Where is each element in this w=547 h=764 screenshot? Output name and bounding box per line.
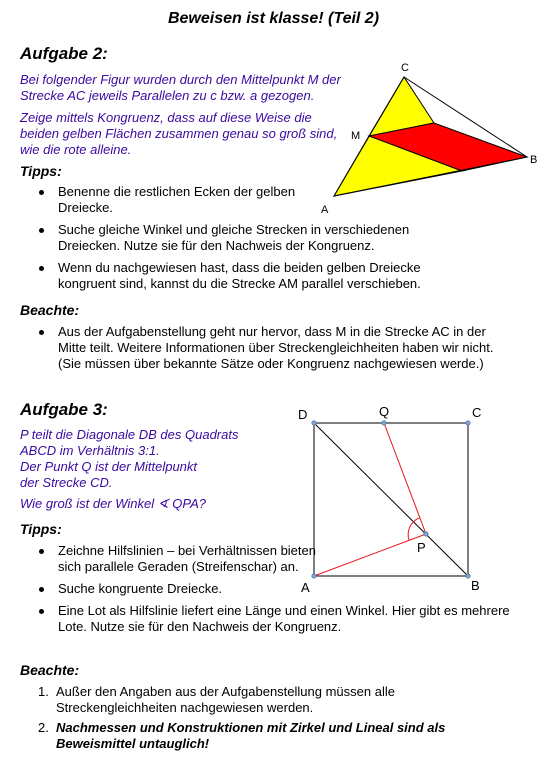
label-m: M <box>351 130 361 142</box>
task3-intro-line-2: ABCD im Verhältnis 3:1. <box>20 443 160 458</box>
task2-triangle-figure <box>315 55 547 215</box>
point-q <box>382 421 386 425</box>
label-p: P <box>417 540 426 555</box>
task3-note-heading: Beachte: <box>20 662 80 678</box>
point-p <box>424 532 428 536</box>
label-b: B <box>530 154 538 166</box>
task2-tip-1: Benenne die restlichen Ecken der gelben Dreiecke. <box>20 184 314 216</box>
task3-note-2 <box>20 720 500 752</box>
task3-intro-line-3: Der Punkt Q ist der Mittelpunkt <box>20 459 198 474</box>
point-a <box>312 574 316 578</box>
task2-intro-block <box>20 72 365 158</box>
task3-note-1 <box>20 684 500 716</box>
point-c <box>466 421 470 425</box>
label-c: C <box>401 62 409 74</box>
label-b3: B <box>471 578 480 593</box>
label-a: A <box>321 204 329 215</box>
label-a3: A <box>301 580 310 595</box>
task3-heading: Aufgabe 3: <box>20 400 108 419</box>
task3-tips-heading: Tipps: <box>20 521 62 537</box>
task2-question: Zeige mittels Kongruenz, dass auf diese Weise die beiden gelben Flächen zusammen genau so groß sind, wie die rote alleine. <box>20 110 338 157</box>
task3-tip-3: Eine Lot als Hilfslinie liefert eine Länge und einen Winkel. Hier gibt es mehrere Lote. Nutze sie für den Nachweis der Kongruenz. <box>20 603 510 635</box>
task3-square-figure <box>295 400 505 595</box>
task2-heading: Aufgabe 2: <box>20 44 108 63</box>
task2-note: Aus der Aufgabenstellung geht nur hervor, dass M in die Strecke AC in der Mitte teilt. Weitere Informationen über Streckengleichheiten haben wir nicht. (Sie müssen über bekannte Sätze oder Kongruenz nachgewiesen werde.) <box>20 324 500 372</box>
label-c3: C <box>472 405 482 420</box>
task3-tip-2: Suche kongruente Dreiecke. <box>20 581 500 597</box>
page-title: Beweisen ist klasse! (Teil 2) <box>167 10 380 27</box>
task3-tip-1: Zeichne Hilfslinien – bei Verhältnissen bieten sich parallele Geraden (Streifenschar) an. <box>20 543 316 575</box>
point-d <box>312 421 316 425</box>
task3-intro-line-1: P teilt die Diagonale DB des Quadrats <box>20 427 239 442</box>
task2-tip-3: Wenn du nachgewiesen hast, dass die beiden gelben Dreiecke kongruent sind, kannst du die Strecke AM parallel verschieben. <box>20 260 470 292</box>
task2-tips-heading: Tipps: <box>20 163 62 179</box>
task3-note-1-text: Außer den Angaben aus der Aufgabenstellung müssen alle Streckengleichheiten nachgewiesen werden. <box>56 684 395 715</box>
task3-note-2-text: Nachmessen und Konstruktionen mit Zirkel und Lineal sind als Beweismittel untauglich! <box>56 720 446 751</box>
task2-tip-2: Suche gleiche Winkel und gleiche Strecken in verschiedenen Dreiecken. Nutze sie für den Nachweis der Kongruenz. <box>20 222 468 254</box>
task3-question: Wie groß ist der Winkel ∢ QPA? <box>20 496 206 511</box>
task3-note-1-number: 1. <box>38 684 49 699</box>
task2-note-list <box>20 324 500 378</box>
task3-notes-list <box>20 684 500 756</box>
label-d: D <box>298 407 308 422</box>
diagonal-db <box>314 423 468 576</box>
task2-intro: Bei folgender Figur wurden durch den Mittelpunkt M der Strecke AC jeweils Parallelen zu c bzw. a gezogen. <box>20 72 341 103</box>
label-q: Q <box>379 404 390 419</box>
segment-pa <box>314 534 426 576</box>
task3-note-2-number: 2. <box>38 720 49 735</box>
task2-note-heading: Beachte: <box>20 302 80 318</box>
point-b <box>466 574 470 578</box>
task3-intro-line-4: der Strecke CD. <box>20 475 113 490</box>
task3-intro-block <box>20 427 310 512</box>
